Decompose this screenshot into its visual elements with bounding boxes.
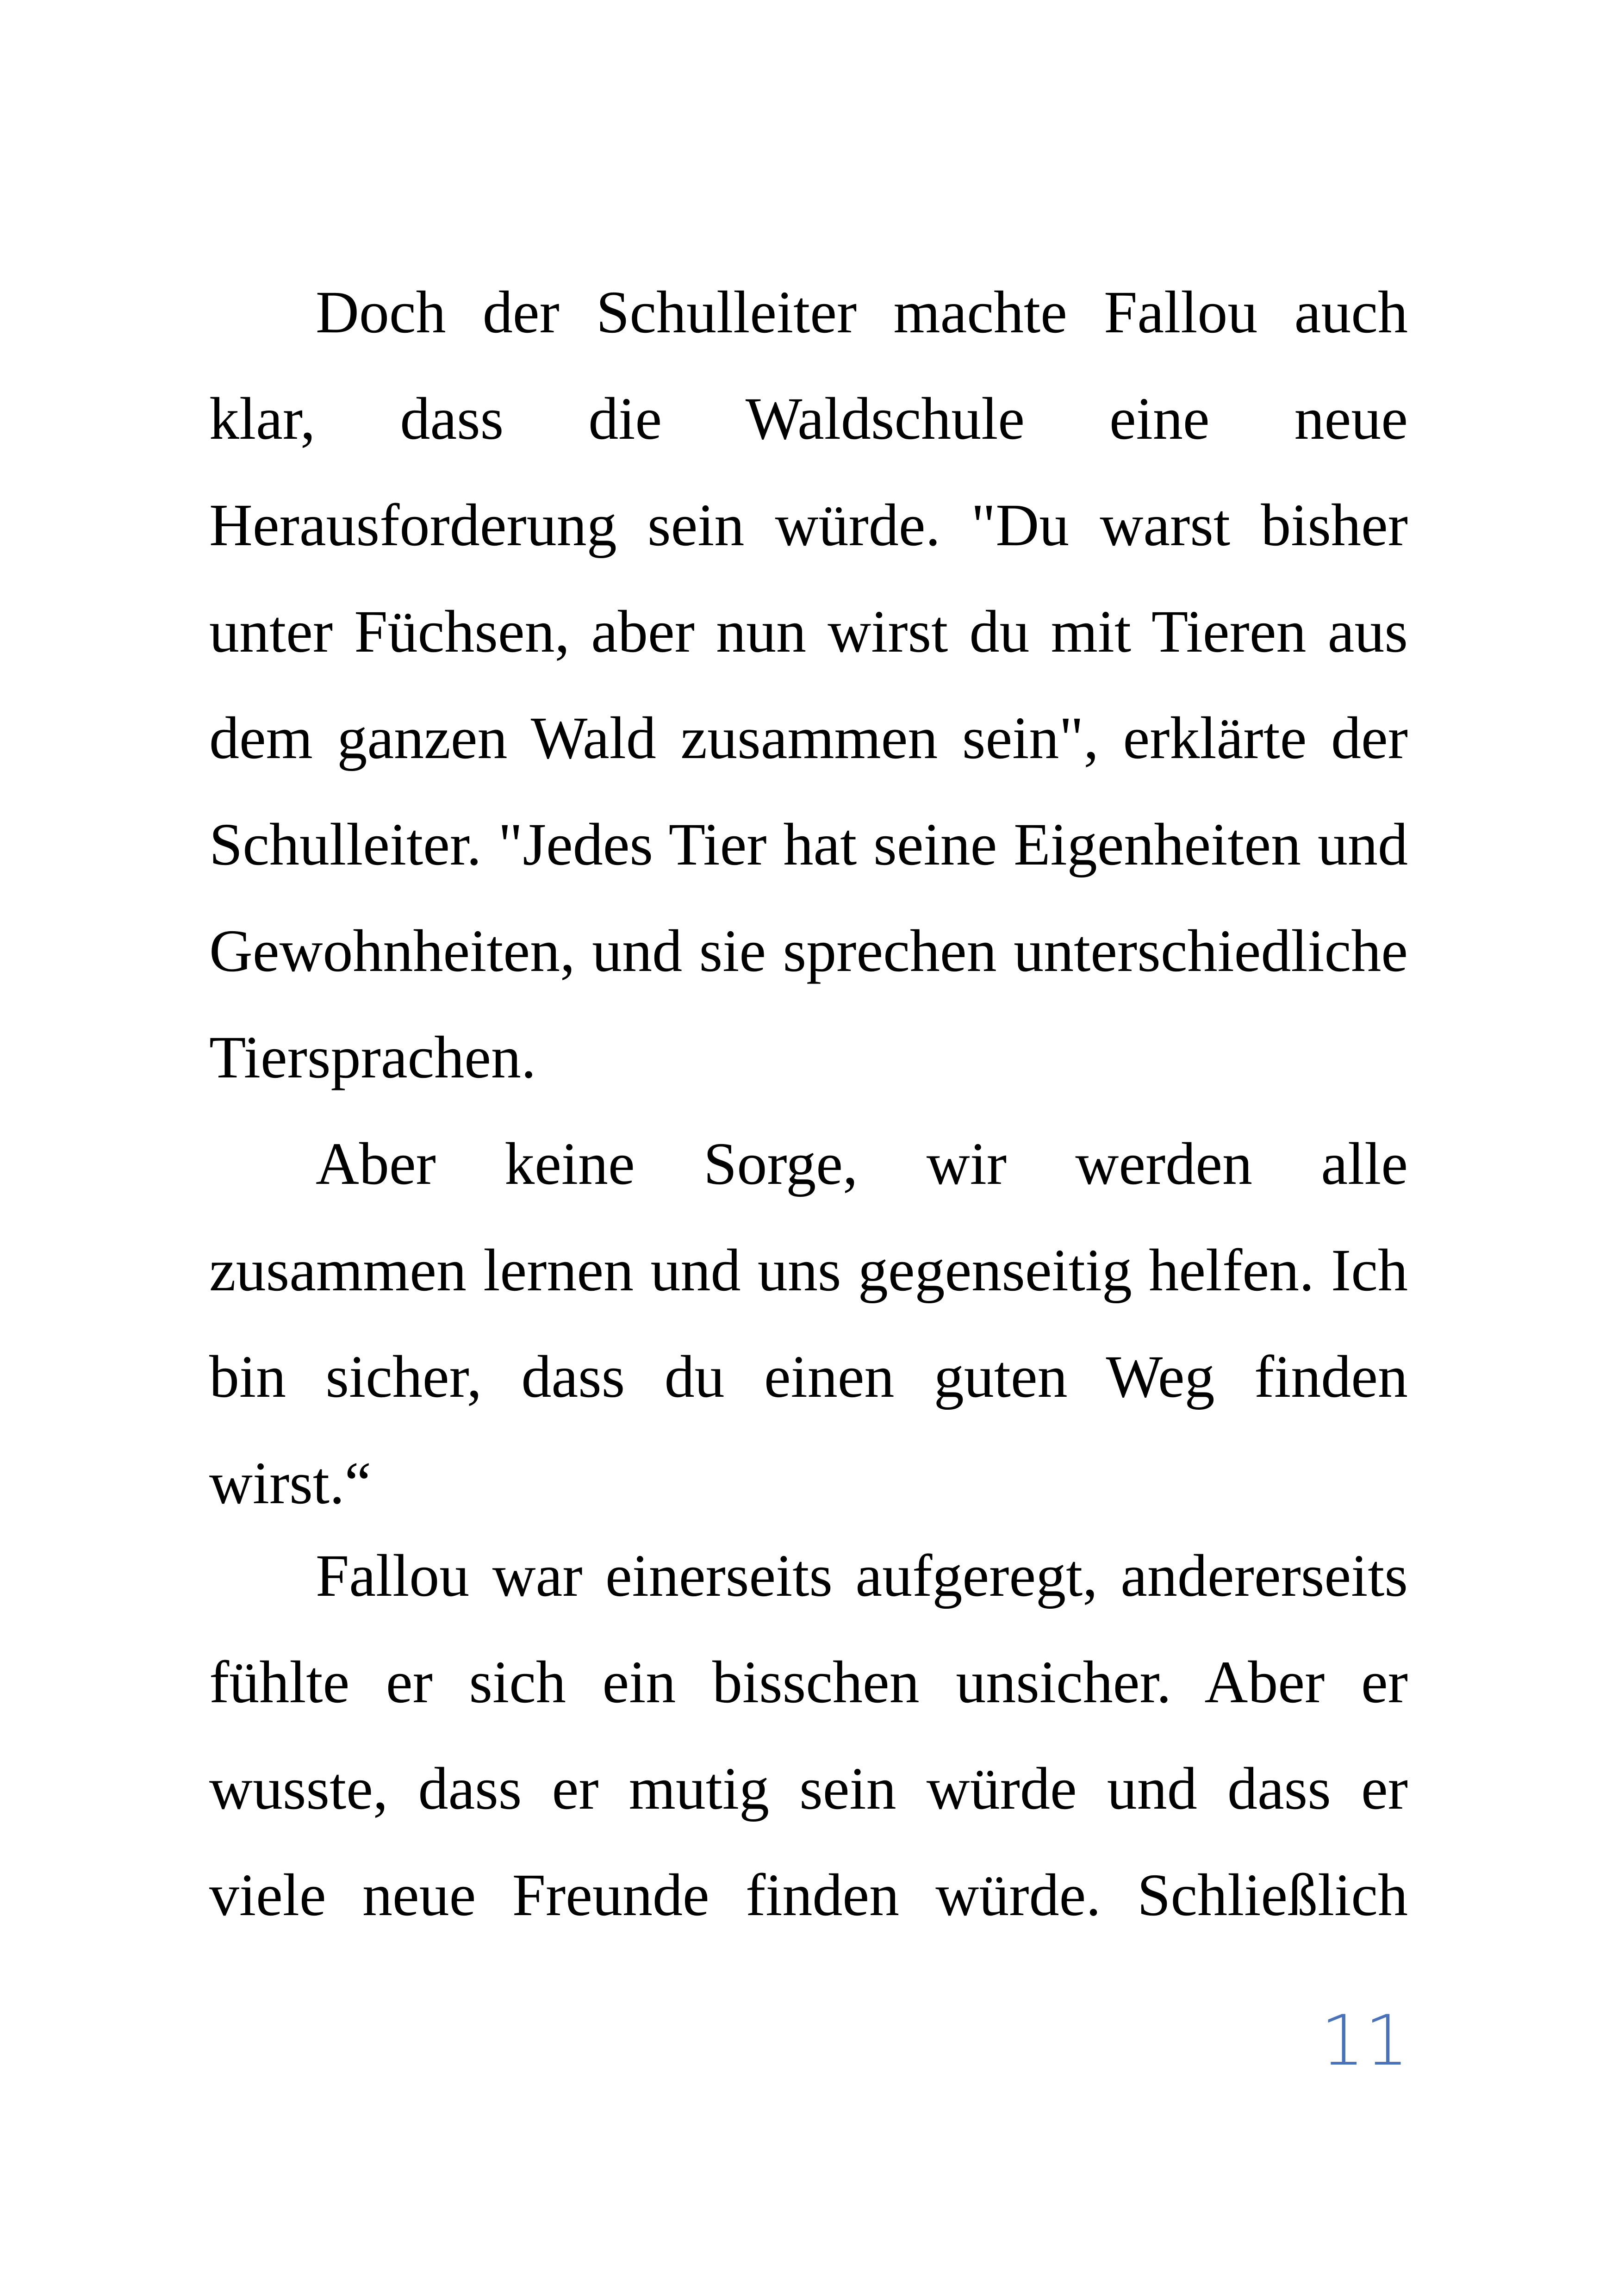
page-number: 11 [1320, 2001, 1409, 2081]
paragraph-fallou-aufgeregt: Fallou war einerseits aufgeregt, andererseits fühlte er sich ein bisschen unsicher. Aber er wusste, dass er mutig sein würde und dass er viele neue Freunde finden würde. Schließlich [209, 1543, 1408, 1929]
text-block-continued [209, 1523, 1408, 1948]
paragraph-schulleiter: Doch der Schulleiter machte Fallou auch klar, dass die Waldschule eine neue Herausforderung sein würde. "Du warst bisher unter Füchsen, aber nun wirst du mit Tieren aus dem ganzen Wald zusammen sein", erklärte der Schulleiter. "Jedes Tier hat seine Eigenheiten und Gewohnheiten, und sie sprechen unterschiedliche Tiersprachen. [209, 279, 1408, 1091]
paragraph-keine-sorge: Aber keine Sorge, wir werden alle zusammen lernen und uns gegenseitig helfen. Ich bin sicher, dass du einen guten Weg finden wirst.“ [209, 1131, 1408, 1517]
text-block-main [209, 259, 1408, 1537]
